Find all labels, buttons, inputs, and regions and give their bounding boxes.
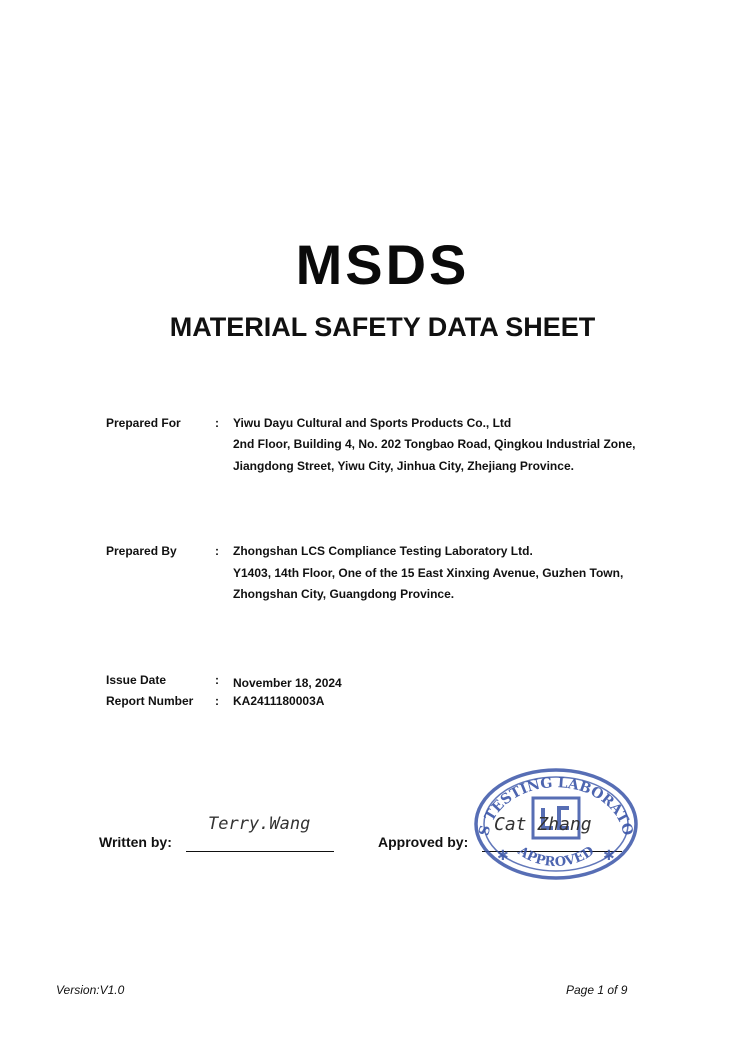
footer-version: Version:V1.0 xyxy=(56,983,125,997)
approved-by-signature: Cat Zhang xyxy=(494,814,592,835)
issue-date-label: Issue Date xyxy=(106,673,167,687)
prepared-for-colon: : xyxy=(215,416,219,430)
prepared-by-address-line-2: Zhongshan City, Guangdong Province. xyxy=(233,587,455,601)
svg-text:APPROVED xyxy=(514,843,597,870)
prepared-by-label: Prepared By xyxy=(106,544,177,558)
prepared-for-label: Prepared For xyxy=(106,416,181,430)
stamp-top-text: LCS TESTING LABORATORY xyxy=(465,754,636,838)
written-by-label: Written by: xyxy=(99,834,172,850)
issue-date-colon: : xyxy=(215,673,219,687)
report-number-value: KA2411180003A xyxy=(233,694,325,708)
prepared-for-company: Yiwu Dayu Cultural and Sports Products Co., Ltd xyxy=(233,416,512,430)
prepared-for-address-line-2: Jiangdong Street, Yiwu City, Jinhua City, Zhejiang Province. xyxy=(233,459,574,473)
written-by-signature: Terry.Wang xyxy=(208,814,311,834)
prepared-for-address-line-1: 2nd Floor, Building 4, No. 202 Tongbao Road, Qingkou Industrial Zone, xyxy=(233,437,636,451)
prepared-by-address-line-1: Y1403, 14th Floor, One of the 15 East Xinxing Avenue, Guzhen Town, xyxy=(233,566,624,580)
approved-by-label: Approved by: xyxy=(378,834,469,850)
issue-date-value: November 18, 2024 xyxy=(233,676,342,690)
footer-page-number: Page 1 of 9 xyxy=(566,983,628,997)
report-number-colon: : xyxy=(215,694,219,708)
prepared-by-colon: : xyxy=(215,544,219,558)
report-number-label: Report Number xyxy=(106,694,194,708)
written-by-line xyxy=(186,851,334,852)
stamp-bottom-text: APPROVED xyxy=(514,843,598,871)
document-title: MSDS xyxy=(295,233,470,296)
stamp-star-right-icon: ✱ xyxy=(603,847,615,863)
stamp-star-left-icon: ✱ xyxy=(497,847,509,863)
prepared-by-company: Zhongshan LCS Compliance Testing Laboratory Ltd. xyxy=(233,544,533,558)
document-subtitle: MATERIAL SAFETY DATA SHEET xyxy=(169,312,596,342)
